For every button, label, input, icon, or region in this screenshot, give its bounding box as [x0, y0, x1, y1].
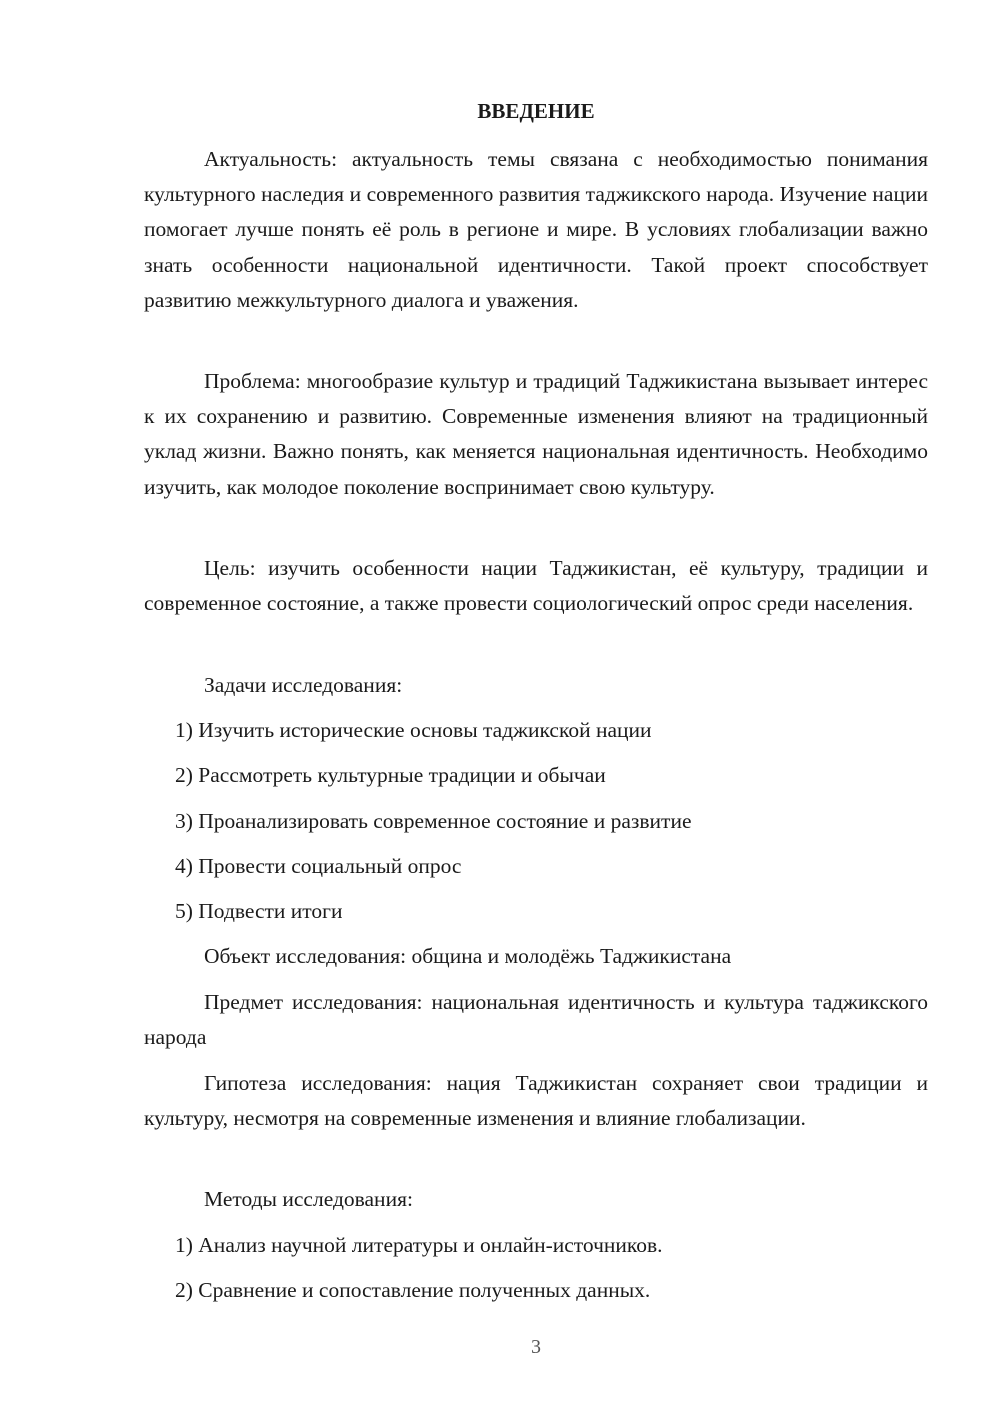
- task-item: 3) Проанализировать современное состояние и развитие: [175, 809, 692, 833]
- task-item: 5) Подвести итоги: [175, 899, 343, 923]
- hypothesis-paragraph: Гипотеза исследования: нация Таджикистан сохраняет свои традиции и культуру, несмотря на современные изменения и влияние глобализации.: [144, 1071, 928, 1131]
- object-line: Объект исследования: община и молодёжь Таджикистана: [204, 944, 732, 968]
- method-item: 2) Сравнение и сопоставление полученных данных.: [175, 1278, 651, 1302]
- method-item: 1) Анализ научной литературы и онлайн-источников.: [175, 1233, 663, 1257]
- task-item: 4) Провести социальный опрос: [175, 854, 462, 878]
- methods-heading: Методы исследования:: [204, 1187, 413, 1211]
- goal-paragraph: Цель: изучить особенности нации Таджикистан, её культуру, традиции и современное состояние, а также провести социологический опрос среди населения.: [144, 556, 928, 616]
- task-item: 2) Рассмотреть культурные традиции и обычаи: [175, 763, 606, 787]
- tasks-heading: Задачи исследования:: [204, 673, 403, 697]
- task-item: 1) Изучить исторические основы таджикской нации: [175, 718, 652, 742]
- relevance-paragraph: Актуальность: актуальность темы связана с необходимостью понимания культурного наследия и современного развития таджикского народа. Изучение нации помогает лучше понять её роль в регионе и мире. В условиях глобализации важно знать особенности национальной идентичности. Такой проект способствует развитию межкультурного диалога и уважения.: [144, 147, 928, 312]
- page-title: ВВЕДЕНИЕ: [477, 99, 595, 123]
- subject-paragraph: Предмет исследования: национальная идентичность и культура таджикского народа: [144, 990, 928, 1050]
- page-number: 3: [531, 1336, 541, 1358]
- problem-paragraph: Проблема: многообразие культур и традиций Таджикистана вызывает интерес к их сохранению и развитию. Современные изменения влияют на традиционный уклад жизни. Важно понять, как меняется национальная идентичность. Необходимо изучить, как молодое поколение воспринимает свою культуру.: [144, 369, 928, 499]
